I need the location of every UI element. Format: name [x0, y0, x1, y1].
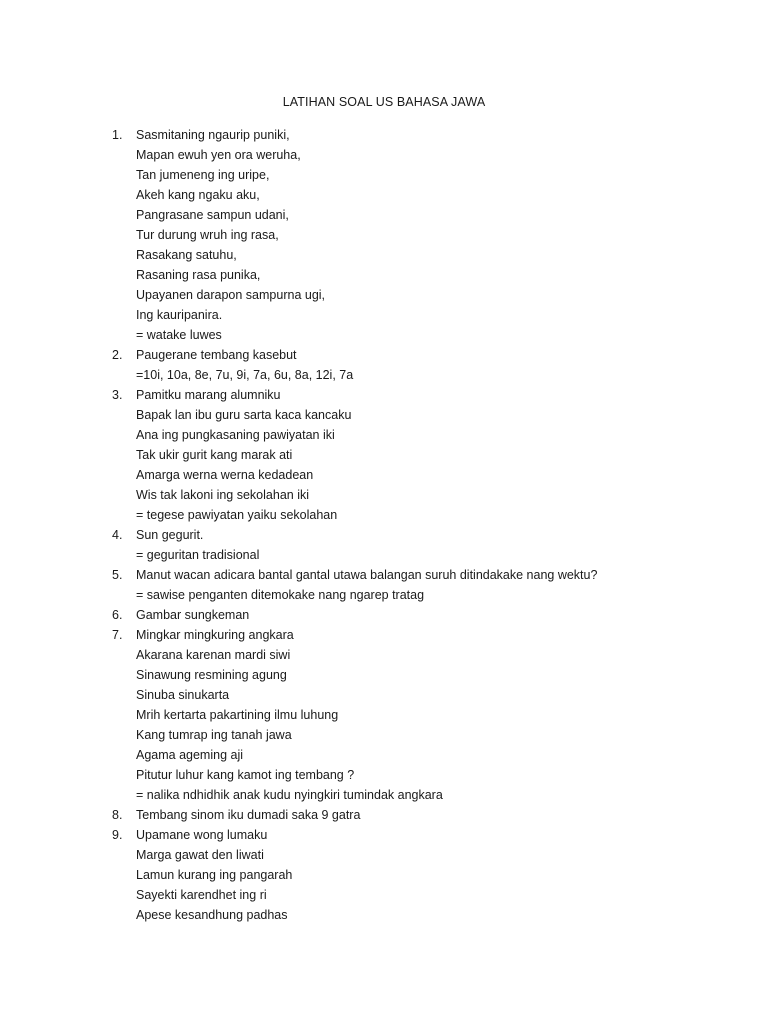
question-number: 4. — [112, 528, 123, 542]
answer-line: = geguritan tradisional — [136, 548, 260, 562]
question-number: 7. — [112, 628, 123, 642]
question-line: Pamitku marang alumniku — [136, 388, 281, 402]
question-number: 3. — [112, 388, 123, 402]
answer-line: = watake luwes — [136, 328, 222, 342]
question-number: 5. — [112, 568, 123, 582]
question-line: Upamane wong lumaku — [136, 828, 268, 842]
question-line: Wis tak lakoni ing sekolahan iki — [136, 488, 309, 502]
question-line: Paugerane tembang kasebut — [136, 348, 297, 362]
question-line: Gambar sungkeman — [136, 608, 250, 622]
question-item — [0, 625, 768, 805]
question-item — [0, 805, 768, 825]
question-line: Pitutur luhur kang kamot ing tembang ? — [136, 768, 355, 782]
question-line: Agama ageming aji — [136, 748, 244, 762]
question-line: Sasmitaning ngaurip puniki, — [136, 128, 290, 142]
question-line: Akarana karenan mardi siwi — [136, 648, 291, 662]
question-line: Rasakang satuhu, — [136, 248, 237, 262]
question-line: Sun gegurit. — [136, 528, 204, 542]
question-line: Mapan ewuh yen ora weruha, — [136, 148, 301, 162]
question-line: Akeh kang ngaku aku, — [136, 188, 260, 202]
question-line: Upayanen darapon sampurna ugi, — [136, 288, 326, 302]
answer-line: =10i, 10a, 8e, 7u, 9i, 7a, 6u, 8a, 12i, 7a — [136, 368, 354, 382]
question-number: 2. — [112, 348, 123, 362]
document-title: LATIHAN SOAL US BAHASA JAWA — [282, 95, 486, 109]
question-item — [0, 605, 768, 625]
question-line: Marga gawat den liwati — [136, 848, 264, 862]
question-line: Amarga werna werna kedadean — [136, 468, 314, 482]
answer-line: = sawise penganten ditemokake nang ngarep tratag — [136, 588, 425, 602]
question-line: Sinuba sinukarta — [136, 688, 230, 702]
question-line: Manut wacan adicara bantal gantal utawa balangan suruh ditindakake nang wektu? — [136, 568, 598, 582]
question-item — [0, 825, 768, 925]
question-line: Pangrasane sampun udani, — [136, 208, 289, 222]
question-item — [0, 565, 768, 605]
question-line: Lamun kurang ing pangarah — [136, 868, 293, 882]
question-line: Tembang sinom iku dumadi saka 9 gatra — [136, 808, 361, 822]
question-item — [0, 125, 768, 345]
question-number: 8. — [112, 808, 123, 822]
answer-line: = nalika ndhidhik anak kudu nyingkiri tumindak angkara — [136, 788, 443, 802]
question-line: Sinawung resmining agung — [136, 668, 287, 682]
question-line: Ana ing pungkasaning pawiyatan iki — [136, 428, 335, 442]
question-item — [0, 385, 768, 525]
question-line: Bapak lan ibu guru sarta kaca kancaku — [136, 408, 352, 422]
question-line: Apese kesandhung padhas — [136, 908, 288, 922]
question-line: Tan jumeneng ing uripe, — [136, 168, 270, 182]
question-number: 6. — [112, 608, 123, 622]
answer-line: = tegese pawiyatan yaiku sekolahan — [136, 508, 338, 522]
question-item — [0, 525, 768, 565]
question-line: Ing kauripanira. — [136, 308, 223, 322]
question-line: Mrih kertarta pakartining ilmu luhung — [136, 708, 339, 722]
question-number: 9. — [112, 828, 123, 842]
question-line: Sayekti karendhet ing ri — [136, 888, 267, 902]
question-number: 1. — [112, 128, 123, 142]
question-line: Tak ukir gurit kang marak ati — [136, 448, 293, 462]
question-item — [0, 345, 768, 385]
question-line: Tur durung wruh ing rasa, — [136, 228, 279, 242]
question-line: Rasaning rasa punika, — [136, 268, 261, 282]
question-line: Kang tumrap ing tanah jawa — [136, 728, 292, 742]
question-list — [0, 125, 768, 925]
question-line: Mingkar mingkuring angkara — [136, 628, 294, 642]
